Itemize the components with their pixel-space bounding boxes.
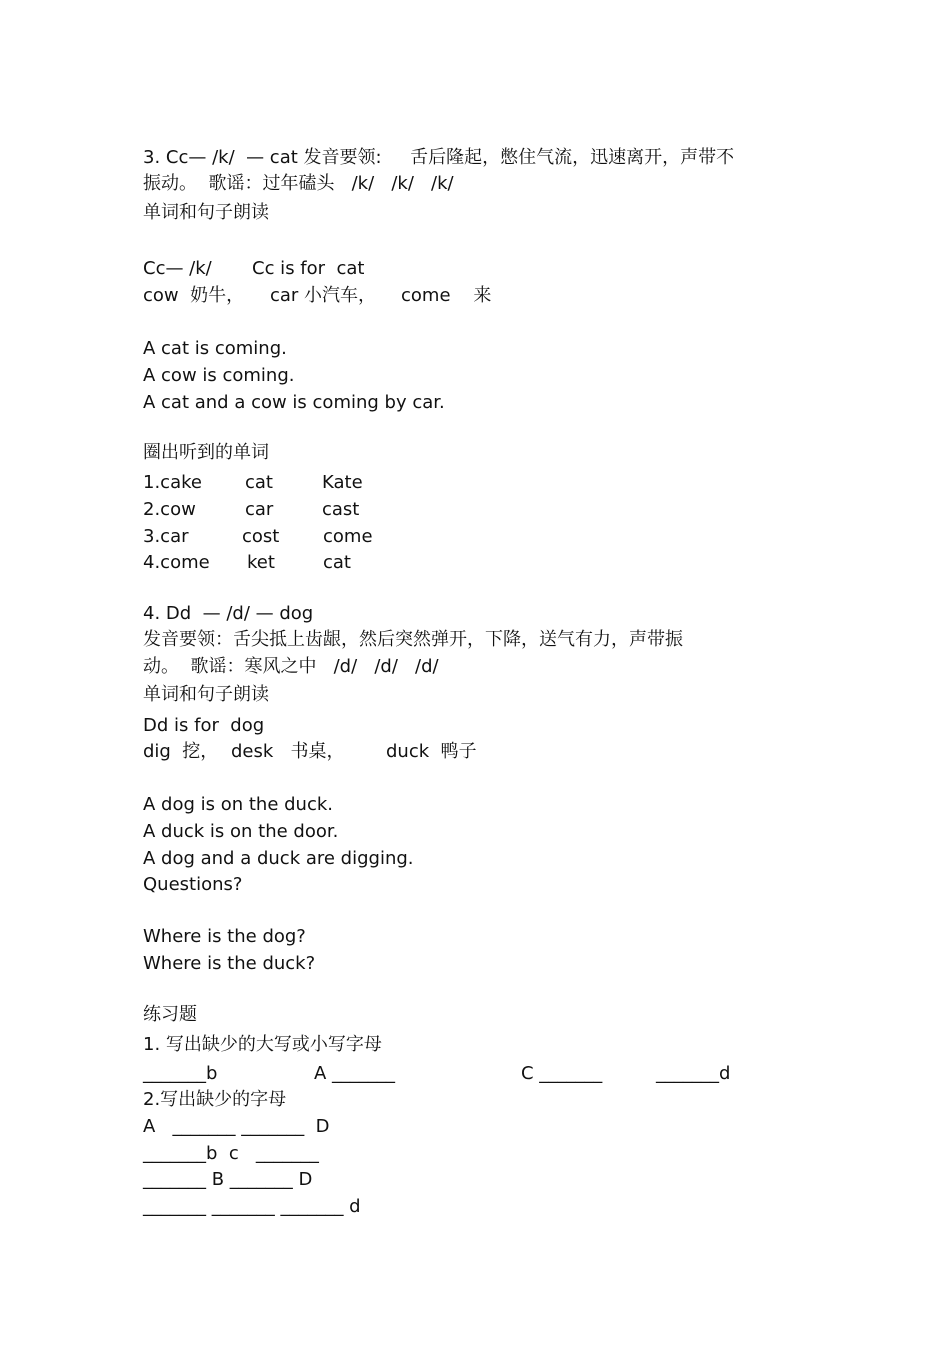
sec4-question-1: Where is the dog?	[143, 926, 306, 947]
q2-line-4: _______ _______ _______ d	[143, 1196, 361, 1217]
sec4-line1: 发音要领：舌尖抵上齿龈，然后突然弹开，下降，送气有力，声带振	[143, 629, 683, 650]
row2-col3: cast	[322, 499, 360, 520]
q1-blank-1: _______b	[143, 1063, 218, 1084]
sec3-circle-heading: 圈出听到的单词	[143, 442, 269, 463]
row3-col1: 3.car	[143, 526, 189, 547]
q2-line-1: A _______ _______ D	[143, 1116, 330, 1137]
sec4-sentence-3: A dog and a duck are digging.	[143, 848, 414, 869]
sec4-title: 4. Dd — /d/ — dog	[143, 603, 314, 624]
sec3-letter: Cc— /k/	[143, 258, 212, 279]
q2-line-3: _______ B _______ D	[143, 1169, 313, 1190]
sec3-word-car: car 小汽车，	[270, 285, 377, 306]
q1-blank-4: _______d	[656, 1063, 731, 1084]
sec4-sentence-1: A dog is on the duck.	[143, 794, 334, 815]
sec4-for-word: Dd is for dog	[143, 715, 265, 736]
sec3-sentence-2: A cow is coming.	[143, 365, 295, 386]
sec4-questions: Questions?	[143, 874, 243, 895]
row4-col2: ket	[247, 552, 275, 573]
sec3-word-come: come 来	[401, 285, 492, 306]
sec4-word-desk: desk 书桌，	[231, 741, 345, 762]
q1-blank-3: C _______	[521, 1063, 603, 1084]
sec3-word-cow: cow 奶牛，	[143, 285, 245, 306]
row4-col3: cat	[323, 552, 351, 573]
row2-col1: 2.cow	[143, 499, 196, 520]
q2-line-2: _______b c _______	[143, 1143, 319, 1164]
sec4-question-2: Where is the duck?	[143, 953, 316, 974]
sec4-word-dig: dig 挖，	[143, 741, 219, 762]
exercise-q1-title: 1. 写出缺少的大写或小写字母	[143, 1034, 382, 1055]
sec4-read-heading: 单词和句子朗读	[143, 684, 269, 705]
row3-col3: come	[323, 526, 373, 547]
sec3-sentence-1: A cat is coming.	[143, 338, 287, 359]
row1-col3: Kate	[322, 472, 363, 493]
sec4-sentence-2: A duck is on the door.	[143, 821, 339, 842]
sec3-line2: 振动。 歌谣：过年磕头 /k/ /k/ /k/	[143, 173, 454, 194]
row2-col2: car	[245, 499, 274, 520]
sec3-for-word: Cc is for cat	[252, 258, 365, 279]
row1-col2: cat	[245, 472, 273, 493]
sec4-line2: 动。 歌谣：寒风之中 /d/ /d/ /d/	[143, 656, 439, 677]
sec3-line1: 3. Cc— /k/ — cat 发音要领: 舌后隆起，憋住气流，迅速离开，声带不	[143, 147, 735, 168]
row1-col1: 1.cake	[143, 472, 202, 493]
exercise-q2-title: 2.写出缺少的字母	[143, 1089, 287, 1110]
row4-col1: 4.come	[143, 552, 210, 573]
sec3-sentence-3: A cat and a cow is coming by car.	[143, 392, 445, 413]
sec3-read-heading: 单词和句子朗读	[143, 202, 269, 223]
sec4-word-duck: duck 鸭子	[386, 741, 477, 762]
q1-blank-2: A _______	[314, 1063, 396, 1084]
row3-col2: cost	[242, 526, 280, 547]
exercise-heading: 练习题	[143, 1004, 197, 1025]
